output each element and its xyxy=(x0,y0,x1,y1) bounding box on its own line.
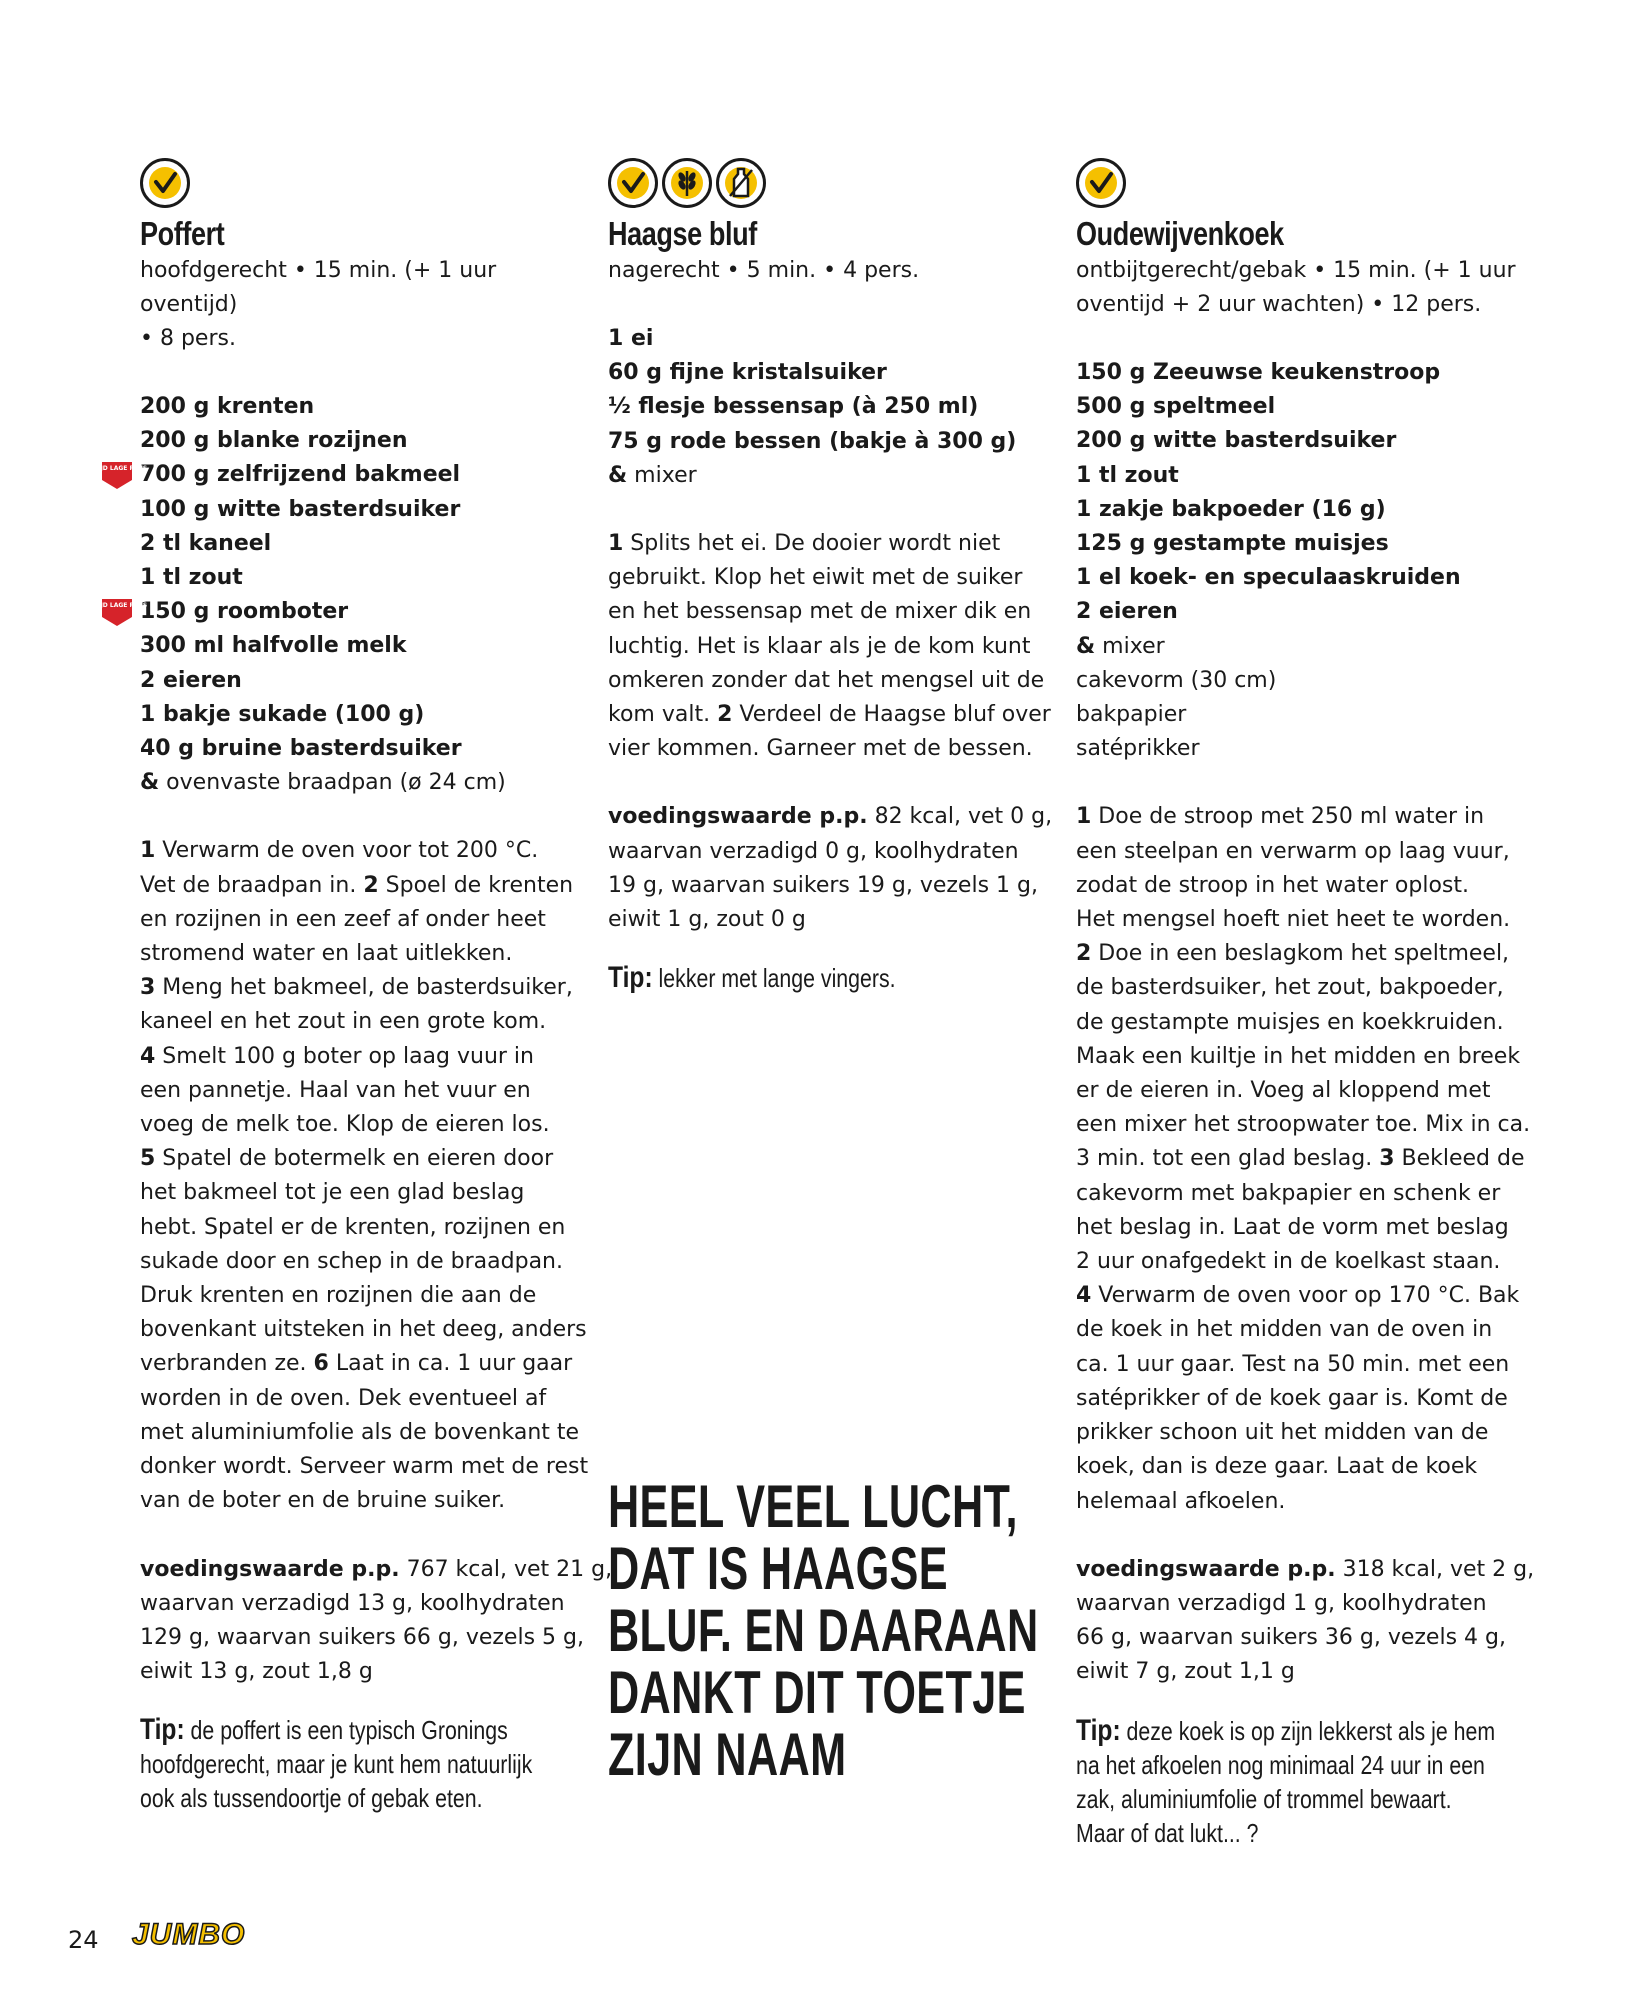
jumbo-logo: JUMBO xyxy=(132,1918,246,1951)
ingredient: 1 tl zout xyxy=(1076,462,1179,488)
recipe-meta: hoofdgerecht • 15 min. (+ 1 uur oventijd) • 8 pers. xyxy=(140,258,497,351)
recipe-tip: Tip: deze koek is op zijn lekkerst als je hem na het afkoelen nog minimaal 24 uur in een zak, aluminiumfolie of trommel bewaart. Maar of dat lukt... ? xyxy=(1076,1713,1496,1848)
svg-text:ALTIJD LAGE PRIJS: ALTIJD LAGE PRIJS xyxy=(86,465,148,473)
recipe-tip: Tip: de poffert is een typisch Gronings hoofdgerecht, maar je kunt hem natuurlijk ook als tussendoortje of gebak eten. xyxy=(140,1713,533,1814)
equipment: cakevorm (30 cm) xyxy=(1076,667,1277,693)
ingredient: 1 tl zout xyxy=(140,565,243,591)
recipe-meta: nagerecht • 5 min. • 4 pers. xyxy=(608,258,920,283)
ingredient: 75 g rode bessen (bakje à 300 g) xyxy=(608,428,1017,454)
equipment: satéprikker xyxy=(1076,736,1200,762)
ingredient: 200 g blanke rozijnen xyxy=(140,428,408,454)
equipment: & mixer xyxy=(1076,633,1165,659)
ingredient: 40 g bruine basterdsuiker xyxy=(140,736,462,762)
nutrition-info: voedingswaarde p.p. 767 kcal, vet 21 g, waarvan verzadigd 13 g, koolhydraten 129 g, waarvan suikers 66 g, vezels 5 g, eiwit 13 g, zout 1,8 g xyxy=(140,1556,613,1685)
ingredient: 1 bakje sukade (100 g) xyxy=(140,701,425,727)
vegetarian-check-icon xyxy=(140,158,190,208)
recipe-title: Poffert xyxy=(140,215,225,252)
ingredient: 1 zakje bakpoeder (16 g) xyxy=(1076,496,1386,522)
milk-bottle-icon xyxy=(716,158,766,208)
ingredient: 2 tl kaneel xyxy=(140,530,272,556)
recipe-haagse-bluf xyxy=(608,158,1053,995)
recipe-tip: Tip: lekker met lange vingers. xyxy=(608,961,896,995)
ingredient: 2 eieren xyxy=(1076,599,1178,625)
recipe-title: Oudewijvenkoek xyxy=(1076,215,1284,252)
price-badge-icon xyxy=(86,597,148,627)
diet-icons xyxy=(1076,158,1526,210)
pull-quote: HEEL VEEL LUCHT, DAT IS HAAGSE BLUF. EN DAARAAN DANKT DIT TOETJE ZIJN NAAM xyxy=(608,1473,1039,1788)
ingredient: ½ flesje bessensap (à 250 ml) xyxy=(608,394,979,420)
ingredient: 125 g gestampte muisjes xyxy=(1076,531,1389,557)
wheat-icon xyxy=(662,158,712,208)
nutrition-info: voedingswaarde p.p. 82 kcal, vet 0 g, waarvan verzadigd 0 g, koolhydraten 19 g, waarvan suikers 19 g, vezels 1 g, eiwit 1 g, zout 0 g xyxy=(608,804,1053,933)
ingredient: 1 ei xyxy=(608,326,654,351)
equipment: bakpapier xyxy=(1076,702,1187,728)
svg-text:ALTIJD LAGE PRIJS: ALTIJD LAGE PRIJS xyxy=(86,602,148,610)
recipe-meta: ontbijtgerecht/gebak • 15 min. (+ 1 uur oventijd + 2 uur wachten) • 12 pers. xyxy=(1076,258,1516,317)
ingredient-with-badge: ALTIJD LAGE PRIJS 700 g zelfrijzend bakmeel xyxy=(140,458,580,492)
recipe-oudewijvenkoek xyxy=(1076,158,1535,1850)
ingredient-list xyxy=(1076,356,1526,766)
nutrition-info: voedingswaarde p.p. 318 kcal, vet 2 g, waarvan verzadigd 1 g, koolhydraten 66 g, waarvan suikers 36 g, vezels 4 g, eiwit 7 g, zout 1,1 g xyxy=(1076,1556,1535,1685)
ingredient: 100 g witte basterdsuiker xyxy=(140,496,461,522)
price-badge-icon xyxy=(86,460,148,490)
ingredient-list xyxy=(608,322,1048,493)
recipe-title: Haagse bluf xyxy=(608,215,757,252)
steps: 1 Splits het ei. De dooier wordt niet gebruikt. Klop het eiwit met de suiker en het bessensap met de mixer dik en luchtig. Het is klaar als je de kom kunt omkeren zonder dat het mengsel uit de kom valt. 2 Verdeel de Haagse bluf over vier kommen. Garneer met de bessen. xyxy=(608,531,1051,762)
vegetarian-check-icon xyxy=(1076,158,1126,208)
equipment: & ovenvaste braadpan (ø 24 cm) xyxy=(140,770,506,796)
ingredient-list xyxy=(86,390,580,800)
page-number: 24 xyxy=(68,1926,99,1954)
ingredient: 500 g speltmeel xyxy=(1076,394,1276,420)
vegetarian-check-icon xyxy=(608,158,658,208)
steps: 1 Doe de stroop met 250 ml water in een steelpan en verwarm op laag vuur, zodat de stroop in het water oplost. Het mengsel hoeft niet heet te worden. 2 Doe in een beslagkom het speltmeel, de basterdsuiker, het zout, bakpoeder, de gestampte muisjes en koekkruiden. Maak een kuiltje in het midden en breek er de eieren in. Voeg al kloppend met een mixer het stroopwater toe. Mix in ca. 3 min. tot een glad beslag. 3 Bekleed de cakevorm met bakpapier en schenk er het beslag in. Laat de vorm met beslag 2 uur onafgedekt in de koelkast staan. 4 Verwarm de oven voor op 170 °C. Bak de koek in het midden van de oven in ca. 1 uur gaar. Test na 50 min. met een satéprikker of de koek gaar is. Komt de prikker schoon uit het midden van de koek, dan is deze gaar. Laat de koek helemaal afkoelen. xyxy=(1076,804,1531,1514)
ingredient: 60 g fijne kristalsuiker xyxy=(608,360,887,386)
recipe-poffert xyxy=(86,158,613,1815)
ingredient: 200 g witte basterdsuiker xyxy=(1076,428,1397,454)
ingredient: 2 eieren xyxy=(140,667,242,693)
ingredient: 200 g krenten xyxy=(140,394,315,419)
equipment: & mixer xyxy=(608,462,697,488)
ingredient: 300 ml halfvolle melk xyxy=(140,633,407,659)
ingredient-with-badge: ALTIJD LAGE PRIJS 150 g roomboter xyxy=(140,595,580,629)
ingredient: 1 el koek- en speculaaskruiden xyxy=(1076,565,1461,591)
diet-icons xyxy=(140,158,580,210)
steps: 1 Verwarm de oven voor tot 200 °C. Vet de braadpan in. 2 Spoel de krenten en rozijnen in een zeef af onder heet stromend water en laat uitlekken. 3 Meng het bakmeel, de basterdsuiker, kaneel en het zout in een grote kom. 4 Smelt 100 g boter op laag vuur in een pannetje. Haal van het vuur en voeg de melk toe. Klop de eieren los. 5 Spatel de botermelk en eieren door het bakmeel tot je een glad beslag hebt. Spatel er de krenten, rozijnen en sukade door en schep in de braadpan. Druk krenten en rozijnen die aan de bovenkant uitsteken in het deeg, anders verbranden ze. 6 Laat in ca. 1 uur gaar worden in de oven. Dek eventueel af met aluminiumfolie als de bovenkant te donker wordt. Serveer warm met de rest van de boter en de bruine suiker. xyxy=(140,838,589,1514)
diet-icons xyxy=(608,158,1048,210)
ingredient: 150 g Zeeuwse keukenstroop xyxy=(1076,360,1441,385)
